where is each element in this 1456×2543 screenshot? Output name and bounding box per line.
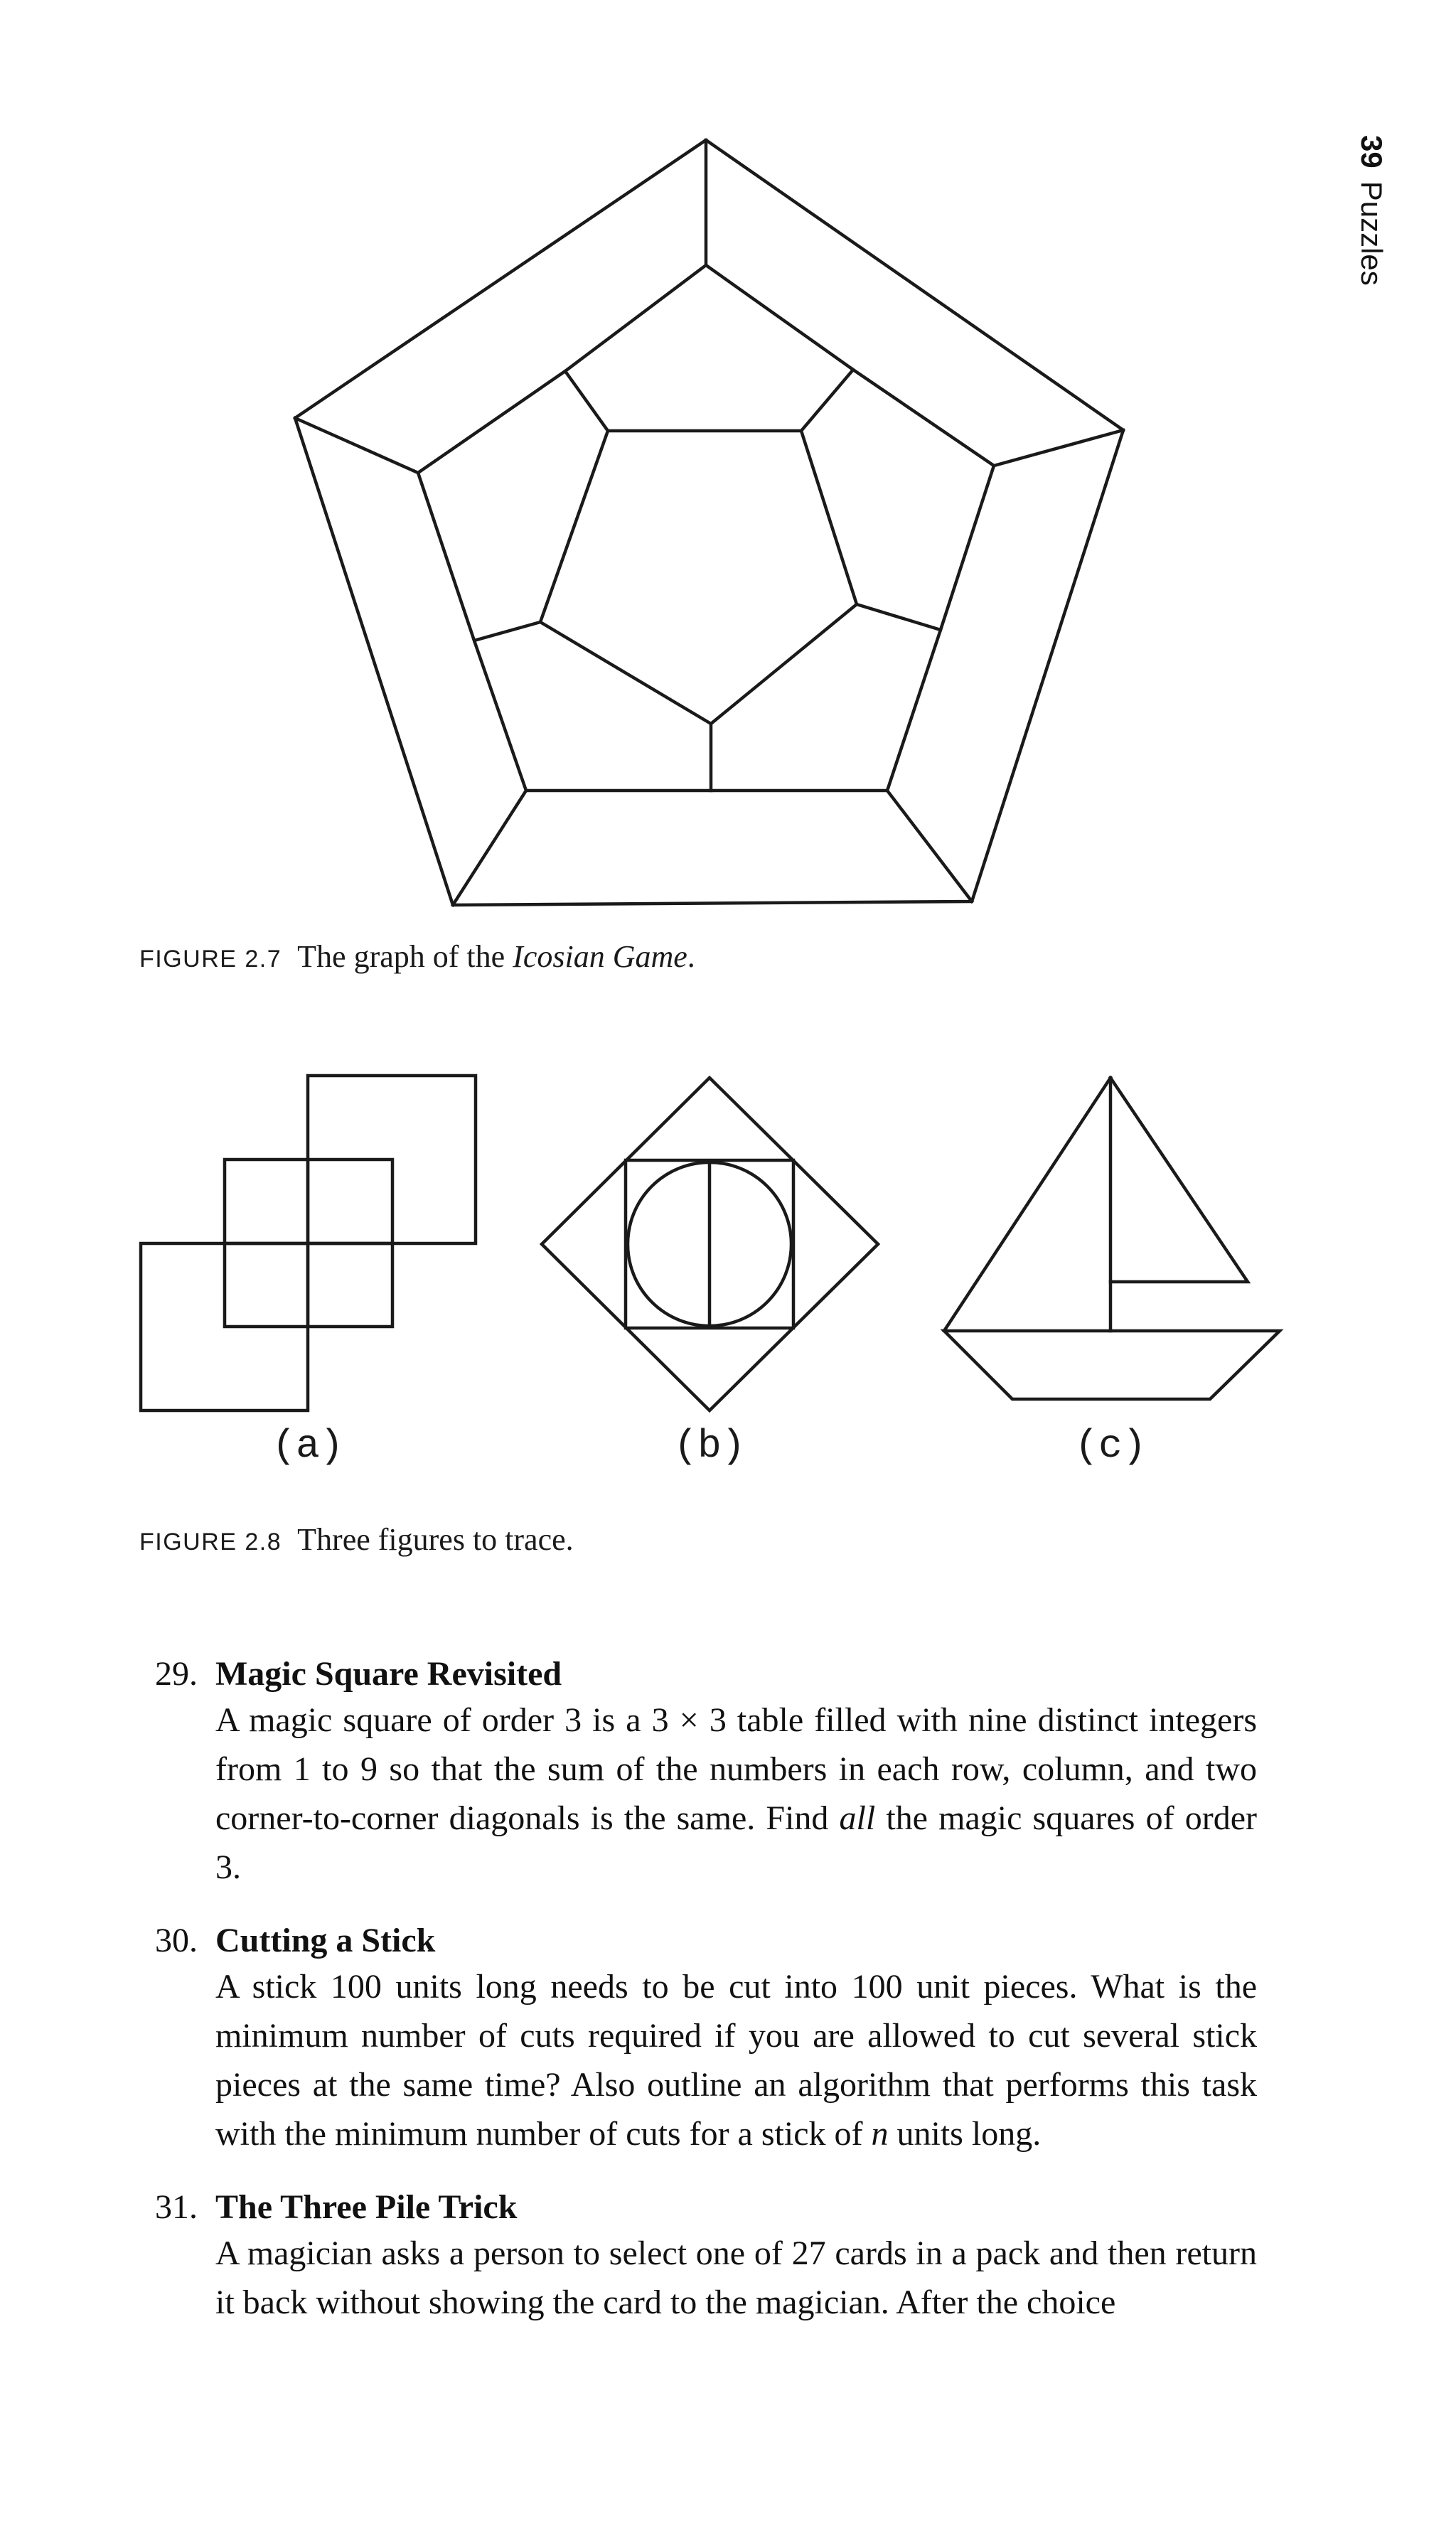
problem-29-text-end: the magic squares of order 3. xyxy=(215,1799,1257,1886)
spoke-left xyxy=(295,418,418,473)
inner-spoke-1 xyxy=(565,371,608,431)
figure-2-8-label: FIGURE 2.8 xyxy=(139,1529,282,1556)
spoke-bottom-right xyxy=(887,791,972,901)
problem-30-heading xyxy=(155,1920,1257,1962)
problem-29-heading xyxy=(155,1653,1257,1696)
problem-29-title: Magic Square Revisited xyxy=(215,1655,562,1693)
figure-2-7-label: FIGURE 2.7 xyxy=(139,946,282,973)
problem-29-text: A magic square of order 3 is a 3 × 3 table filled with nine distinct integers from 1 to 9 so that the sum of the numbers in each row, column, and two corner-to-corner diagonals is the same. Find xyxy=(215,1701,1257,1837)
page-number: 39 xyxy=(1355,135,1388,168)
figure-a-label: (a) xyxy=(272,1423,344,1469)
icosian-graph-drawing xyxy=(0,0,1456,938)
problem-30-text: A stick 100 units long needs to be cut into 100 unit pieces. What is the minimum number of cuts required if you are allowed to cut several stick pieces at the same time? Also outline an algorithm that performs this task with the minimum number of cuts for a stick of xyxy=(215,1968,1257,2153)
middle-decagon xyxy=(418,265,994,791)
figure-b-diamond xyxy=(542,1078,878,1410)
problem-31-heading xyxy=(155,2186,1257,2229)
figure-a-squares xyxy=(141,1076,476,1410)
figure-2-7-caption-text: The graph of the xyxy=(297,939,513,974)
problem-29 xyxy=(155,1653,1257,1892)
problem-31-text: A magician asks a person to select one of 27 cards in a pack and then return it back without showing the card to the magician. After the choice xyxy=(215,2234,1257,2321)
problem-31-number: 31. xyxy=(155,2188,198,2226)
figure-2-8-caption xyxy=(139,1521,574,1558)
problem-30-body xyxy=(215,1962,1257,2158)
inner-spoke-2 xyxy=(801,370,853,431)
problem-30-emph: n xyxy=(871,2115,889,2153)
problem-30-text-end: units long. xyxy=(888,2115,1042,2153)
figure-c-right-sail xyxy=(1110,1078,1248,1282)
tracing-figures-drawing xyxy=(0,1052,1456,1450)
figure-2-7-caption xyxy=(139,938,695,975)
inner-pentagon xyxy=(540,431,857,724)
figure-b-label: (b) xyxy=(673,1423,746,1469)
figure-2-7-caption-end: . xyxy=(687,939,695,974)
figure-2-7-caption-emph: Icosian Game xyxy=(513,939,687,974)
figure-c-left-sail xyxy=(944,1078,1110,1331)
problem-31-title: The Three Pile Trick xyxy=(215,2188,518,2226)
figure-three-tracings xyxy=(0,1052,1456,1469)
figure-c-hull xyxy=(944,1331,1280,1399)
problem-29-number: 29. xyxy=(155,1655,198,1693)
figure-2-8-caption-text: Three figures to trace. xyxy=(297,1522,574,1557)
problem-29-body xyxy=(215,1696,1257,1892)
inner-spoke-3 xyxy=(857,604,941,630)
spoke-bottom-left xyxy=(453,791,526,905)
figure-c-label: (c) xyxy=(1074,1423,1147,1469)
figure-icosian-graph xyxy=(0,0,1456,938)
figure-c-sailboat xyxy=(944,1078,1280,1399)
problem-31-body xyxy=(215,2229,1257,2327)
problem-30-number: 30. xyxy=(155,1922,198,1959)
problem-29-emph: all xyxy=(839,1799,876,1837)
problem-30 xyxy=(155,1920,1257,2158)
inner-spoke-5 xyxy=(474,622,540,641)
problem-30-title: Cutting a Stick xyxy=(215,1922,436,1959)
problem-31 xyxy=(155,2186,1257,2327)
spoke-right xyxy=(994,430,1123,466)
section-title: Puzzles xyxy=(1355,181,1388,286)
